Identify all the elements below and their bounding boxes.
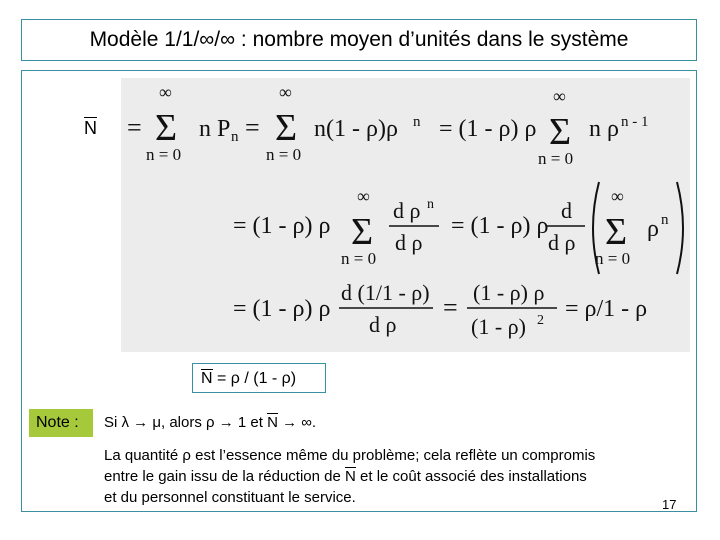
term-npn: n P [199, 116, 231, 142]
equation-derivation [121, 78, 690, 352]
note-label: Note : [29, 409, 93, 437]
note-text: → ∞. [277, 414, 317, 431]
factor-one-minus-rho: = (1 - ρ) ρ [439, 116, 537, 142]
term-rho: ρ [647, 216, 659, 242]
sum-symbol: Σ [275, 107, 298, 149]
result-rest: = ρ / (1 - ρ) [212, 370, 297, 387]
explanation-paragraph [104, 445, 694, 508]
sum-lower-limit: n = 0 [538, 149, 574, 168]
fraction-numerator: d (1/1 - ρ) [341, 280, 430, 305]
factor-one-minus-rho: = (1 - ρ) ρ [233, 213, 331, 239]
right-paren [677, 182, 683, 274]
sum-symbol: Σ [155, 107, 178, 149]
derivative-operator-denominator: d ρ [548, 230, 576, 255]
derivative-operator-numerator: d [561, 198, 572, 223]
superscript-n: n [661, 212, 669, 228]
sum-upper-limit: ∞ [279, 82, 292, 102]
factor-one-minus-rho: = (1 - ρ) ρ [233, 296, 331, 322]
sum-symbol: Σ [549, 111, 572, 153]
superscript-2: 2 [537, 313, 544, 328]
n-bar-symbol: N [267, 414, 278, 431]
eq-sign: = [443, 293, 458, 322]
sum-lower-limit: n = 0 [595, 249, 631, 268]
derivative-denominator: d ρ [395, 230, 423, 255]
sum-upper-limit: ∞ [357, 186, 370, 206]
term-geometric: n(1 - ρ)ρ [314, 116, 398, 142]
slide-title: Modèle 1/1/∞/∞ : nombre moyen d’unités dans le système [89, 28, 629, 51]
paragraph-text: entre le gain issu de la réduction de [104, 468, 345, 485]
note-text: Si λ → μ, alors ρ → 1 et [104, 414, 268, 431]
sum-upper-limit: ∞ [553, 86, 566, 106]
eq-sign: = [245, 113, 260, 142]
sum-symbol: Σ [605, 211, 628, 253]
final-simplification: = ρ/1 - ρ [565, 296, 648, 322]
paragraph-text: et le coût associé des installations [355, 468, 587, 485]
result-box [192, 363, 326, 393]
eq-sign: = [127, 113, 142, 142]
derivative-numerator: d ρ [393, 198, 421, 223]
sum-lower-limit: n = 0 [146, 145, 182, 164]
fraction-denominator: (1 - ρ) [471, 314, 526, 339]
sum-upper-limit: ∞ [159, 82, 172, 102]
sum-symbol: Σ [351, 211, 374, 253]
factor-one-minus-rho: = (1 - ρ) ρ [451, 213, 549, 239]
subscript-n: n [231, 129, 239, 145]
superscript-n: n [413, 114, 421, 130]
paragraph-line: La quantité ρ est l’essence même du problème; cela reflète un compromis [104, 447, 596, 464]
title-box [21, 19, 697, 61]
n-bar-label [84, 117, 97, 139]
sum-lower-limit: n = 0 [266, 145, 302, 164]
page-number: 17 [662, 497, 677, 512]
note-line [104, 413, 316, 431]
paragraph-line: et du personnel constituant le service. [104, 489, 356, 506]
superscript-n-minus-1: n - 1 [621, 114, 649, 130]
fraction-denominator: d ρ [369, 312, 397, 337]
fraction-numerator: (1 - ρ) ρ [473, 280, 545, 305]
term-n-rho: n ρ [589, 116, 619, 142]
n-bar-symbol: N [201, 370, 213, 387]
sum-upper-limit: ∞ [611, 186, 624, 206]
superscript-n: n [427, 197, 434, 212]
result-formula [201, 369, 296, 388]
n-bar-symbol: N [84, 118, 97, 138]
sum-lower-limit: n = 0 [341, 249, 377, 268]
equation-image-panel [121, 78, 690, 352]
paragraph-line [104, 466, 694, 487]
n-bar-symbol: N [345, 468, 356, 485]
